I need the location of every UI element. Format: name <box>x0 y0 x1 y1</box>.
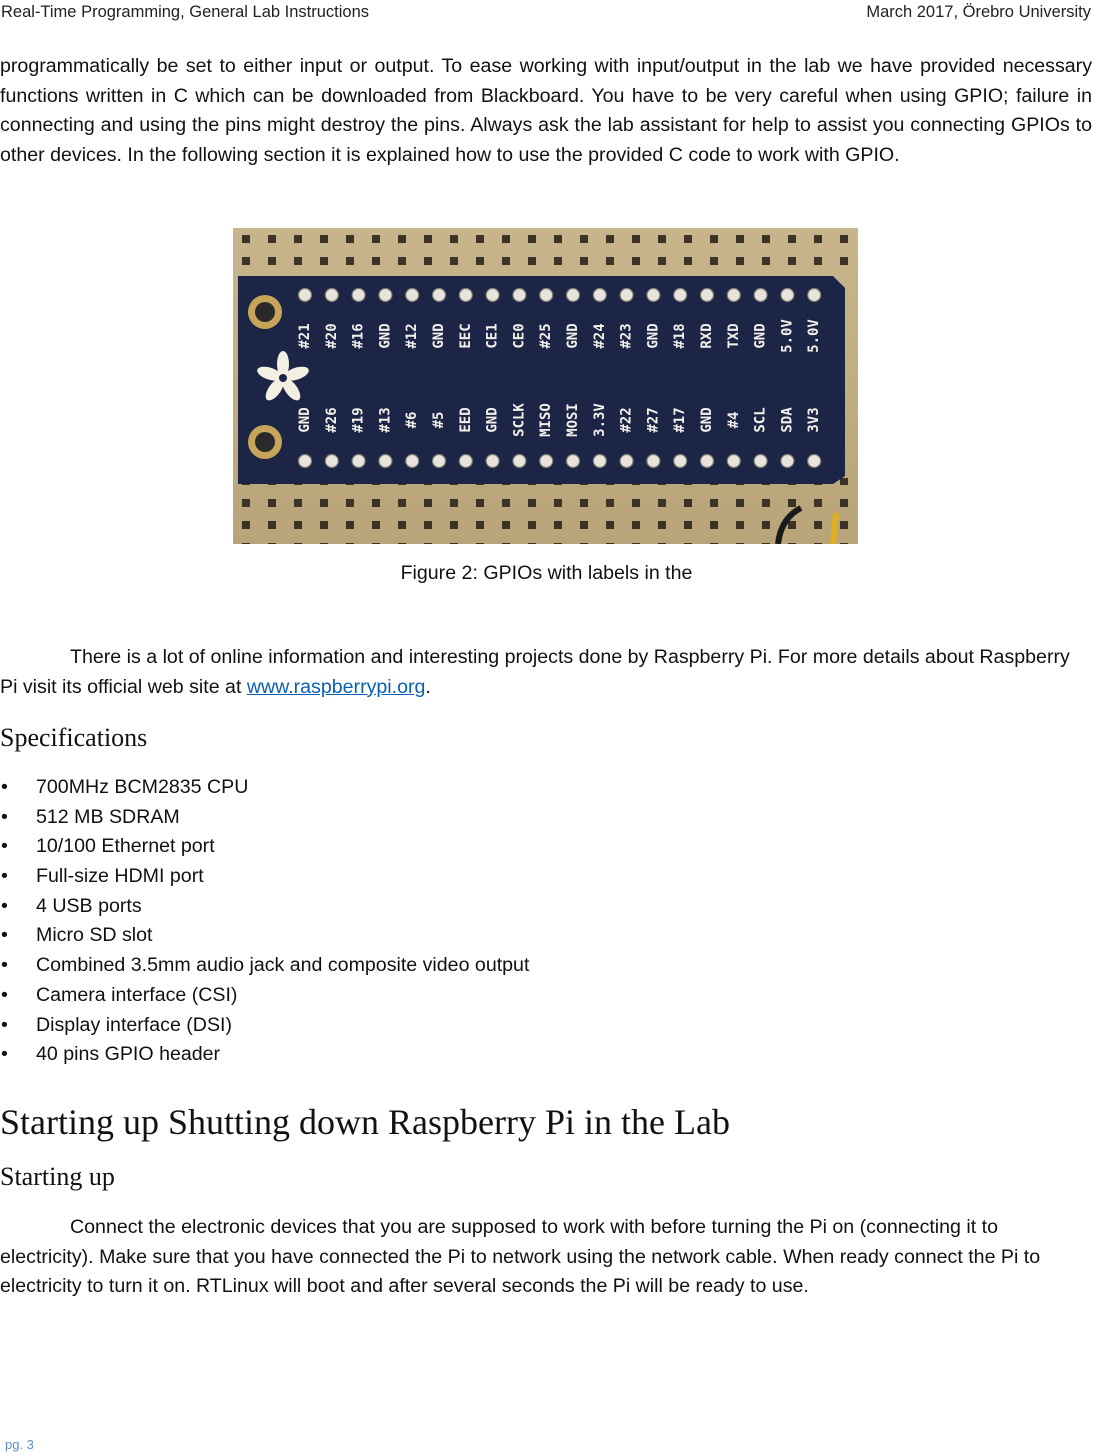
gpio-pin <box>567 455 580 468</box>
intro-paragraph: programmatically be set to either input or output. To ease working with input/output in the lab we have provided necessary functions written in C which can be downloaded from Blackboard. You have to be very careful when using GPIO; failure in connecting and using the pins might destroy the pins. Always ask the lab assistant for help to assist you connecting GPIOs to other devices. In the following section it is explained how to use the provided C code to work with GPIO. <box>0 55 1092 166</box>
gpio-pin <box>620 455 633 468</box>
gpio-pin <box>459 455 472 468</box>
gpio-pin <box>325 455 338 468</box>
spec-item-text: Micro SD slot <box>36 924 153 947</box>
bullet-icon: • <box>1 835 8 858</box>
spec-item <box>0 1040 529 1070</box>
gpio-pin <box>433 455 446 468</box>
top-row-pin-label: #25 <box>538 323 555 349</box>
spec-item <box>0 1011 529 1041</box>
spec-item <box>0 921 529 951</box>
bottom-row-pin-label: #26 <box>323 407 340 433</box>
gpio-pin <box>754 289 767 302</box>
gpio-pin <box>459 289 472 302</box>
top-row-pin-label: RXD <box>699 323 715 349</box>
online-paragraph-text: There is a lot of online information and interesting projects done by Raspberry Pi. For more details about Raspberry Pi visit its official web site at <box>0 646 1070 698</box>
gpio-pin <box>727 455 740 468</box>
spec-item-text: 10/100 Ethernet port <box>36 835 215 858</box>
gpio-pin <box>486 289 499 302</box>
gpio-pin <box>379 289 392 302</box>
gpio-pin <box>674 455 687 468</box>
bottom-row-pin-label: #17 <box>672 407 689 433</box>
bullet-icon: • <box>1 924 8 947</box>
spec-item-text: Combined 3.5mm audio jack and composite video output <box>36 954 530 977</box>
spec-item <box>0 773 529 803</box>
gpio-pin <box>325 289 338 302</box>
bottom-row-pin-label: MISO <box>538 403 555 437</box>
bottom-row-pin-label: 3.3V <box>591 403 608 437</box>
gpio-pin <box>567 289 580 302</box>
spec-item-text: 4 USB ports <box>36 894 142 917</box>
gpio-pin <box>808 455 821 468</box>
top-row-pin-label: EEC <box>457 323 474 349</box>
page-number: pg. 3 <box>5 1437 34 1452</box>
bottom-row-pin-label: #6 <box>404 411 421 429</box>
gpio-pin <box>620 289 633 302</box>
spec-item-text: Full-size HDMI port <box>36 865 204 888</box>
gpio-pin <box>647 455 660 468</box>
bottom-row-pin-label: #4 <box>725 411 742 429</box>
top-row-pin-label: GND <box>645 323 662 349</box>
gpio-pin <box>540 289 553 302</box>
bottom-row-pin-label: #19 <box>350 407 367 433</box>
bottom-row-pin-label: MOSI <box>565 403 581 437</box>
bullet-icon: • <box>1 805 8 828</box>
bullet-icon: • <box>1 1043 8 1066</box>
gpio-pin <box>299 289 312 302</box>
gpio-pin <box>299 455 312 468</box>
spec-item <box>0 981 529 1011</box>
bullet-icon: • <box>1 776 8 798</box>
spec-item-text: 40 pins GPIO header <box>36 1043 221 1066</box>
top-row-pin-label: #16 <box>350 323 367 349</box>
starting-up-text: Connect the electronic devices that you are supposed to work with before turning the Pi on (connecting it to electricity). Make sure that you have connected the Pi to network using the network cable. When ready connect the Pi to electricity to turn it on. RTLinux will boot and after several seconds the Pi will be ready to use. <box>0 1216 1041 1297</box>
figure-caption: Figure 2: GPIOs with labels in the <box>400 562 693 584</box>
online-paragraph-end: . <box>425 675 431 698</box>
bottom-row-pin-label: #27 <box>645 407 662 433</box>
starting-up-paragraph <box>0 1213 1092 1302</box>
top-row-pin-label: CE0 <box>511 323 528 349</box>
top-row-pin-label: 5.0V <box>806 319 823 353</box>
top-row-pin-label: 5.0V <box>779 319 796 353</box>
top-row-pin-label: GND <box>752 323 769 349</box>
gpio-pin <box>352 455 365 468</box>
spec-item-text: 512 MB SDRAM <box>36 805 180 828</box>
bottom-row-pin-label: EED <box>457 407 474 433</box>
gpio-pin <box>352 289 365 302</box>
top-row-pin-label: GND <box>377 323 394 349</box>
top-row-pin-label: #12 <box>404 323 421 349</box>
gpio-pin <box>781 455 794 468</box>
header-right: March 2017, Örebro University <box>866 3 1091 21</box>
section-heading: Starting up Shutting down Raspberry Pi in the Lab <box>0 1102 730 1142</box>
gpio-pin <box>808 289 821 302</box>
top-row-pin-label: CE1 <box>484 323 501 349</box>
gpio-pin <box>754 455 767 468</box>
gpio-pin <box>406 289 419 302</box>
spec-item <box>0 951 529 981</box>
bottom-row-pin-label: GND <box>297 407 313 433</box>
bullet-icon: • <box>1 983 8 1006</box>
bottom-row-pin-label: GND <box>699 407 715 433</box>
gpio-pin <box>486 455 499 468</box>
spec-item <box>0 862 529 892</box>
top-row-pin-label: TXD <box>725 323 742 349</box>
specifications-list <box>0 773 529 1070</box>
gpio-pin <box>727 289 740 302</box>
online-paragraph <box>0 643 1092 702</box>
bottom-row-pin-label: SDA <box>779 407 796 433</box>
gpio-pin <box>593 289 606 302</box>
spec-item-text: Camera interface (CSI) <box>36 983 238 1006</box>
bullet-icon: • <box>1 1013 8 1036</box>
specifications-heading: Specifications <box>0 723 148 752</box>
bottom-row-pin-label: 3V3 <box>806 407 823 433</box>
gpio-pin <box>593 455 606 468</box>
top-row-pin-label: GND <box>431 323 447 349</box>
bullet-icon: • <box>1 954 8 977</box>
gpio-pin <box>379 455 392 468</box>
gpio-pin <box>674 289 687 302</box>
bottom-row-pin-label: SCL <box>752 407 769 433</box>
header-left: Real-Time Programming, General Lab Instructions <box>1 3 370 21</box>
bullet-icon: • <box>1 894 8 917</box>
gpio-pin <box>701 455 714 468</box>
gpio-pin <box>781 289 794 302</box>
gpio-pin <box>647 289 660 302</box>
bottom-row-pin-label: SCLK <box>511 403 528 437</box>
top-row-pin-label: #24 <box>591 323 608 349</box>
starting-up-heading: Starting up <box>0 1162 115 1191</box>
gpio-pin <box>701 289 714 302</box>
top-row-pin-label: #23 <box>618 323 635 349</box>
gpio-pin <box>433 289 446 302</box>
bottom-row-pin-label: #5 <box>431 411 447 429</box>
spec-item <box>0 892 529 922</box>
top-row-pin-label: #21 <box>297 323 313 349</box>
spec-item <box>0 803 529 833</box>
bottom-row-pin-label: GND <box>484 407 501 433</box>
bottom-row-pin-label: #22 <box>618 407 635 433</box>
gpio-breakout-photo <box>233 228 858 544</box>
top-row-pin-label: GND <box>565 323 581 349</box>
bullet-icon: • <box>1 865 8 888</box>
spec-item-text: 700MHz BCM2835 CPU <box>36 776 249 798</box>
spec-item <box>0 832 529 862</box>
bottom-row-pin-label: #13 <box>377 407 394 433</box>
gpio-pin <box>406 455 419 468</box>
top-row-pin-label: #20 <box>323 323 340 349</box>
raspberrypi-link[interactable]: www.raspberrypi.org <box>246 675 426 698</box>
gpio-pin <box>513 455 526 468</box>
gpio-pin <box>513 289 526 302</box>
gpio-pin <box>540 455 553 468</box>
spec-item-text: Display interface (DSI) <box>36 1013 232 1036</box>
top-row-pin-label: #18 <box>672 323 689 349</box>
